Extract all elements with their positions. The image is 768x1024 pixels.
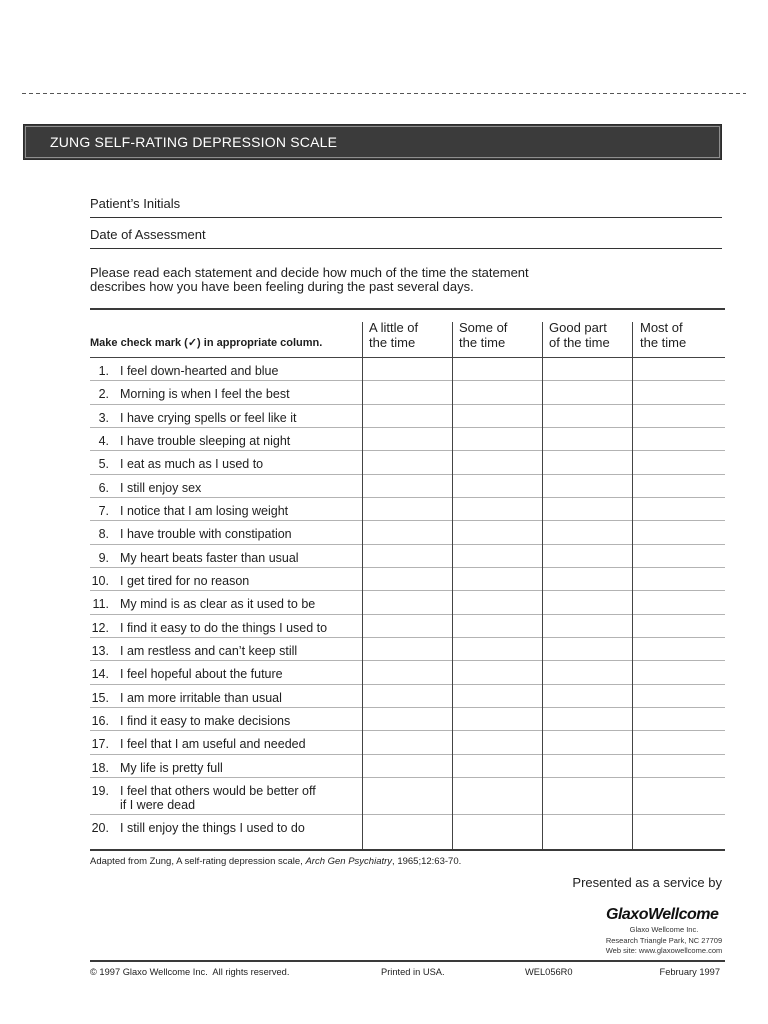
check-cell-most[interactable] — [633, 708, 725, 730]
patient-initials-line — [90, 217, 722, 218]
check-cell-some[interactable] — [453, 815, 542, 849]
check-cell-some[interactable] — [453, 451, 542, 473]
date-of-assessment-label: Date of Assessment — [90, 227, 206, 242]
check-cell-good-part[interactable] — [543, 358, 632, 380]
check-cell-some[interactable] — [453, 778, 542, 814]
statement-number: 7. — [98, 503, 109, 518]
check-cell-a-little[interactable] — [363, 358, 452, 380]
check-cell-some[interactable] — [453, 475, 542, 497]
check-cell-some[interactable] — [453, 358, 542, 380]
check-cell-good-part[interactable] — [543, 521, 632, 543]
statement-number: 5. — [98, 457, 109, 472]
check-cell-good-part[interactable] — [543, 405, 632, 427]
statement-text: I have trouble with constipation — [120, 527, 292, 542]
check-cell-some[interactable] — [453, 568, 542, 590]
check-cell-good-part[interactable] — [543, 591, 632, 613]
check-cell-a-little[interactable] — [363, 755, 452, 777]
check-cell-most[interactable] — [633, 475, 725, 497]
statement-row — [90, 661, 725, 684]
statement-text: I have crying spells or feel like it — [120, 410, 297, 425]
check-cell-most[interactable] — [633, 685, 725, 707]
statement-text: I get tired for no reason — [120, 573, 250, 588]
statement-text: I still enjoy sex — [120, 480, 202, 495]
check-cell-a-little[interactable] — [363, 591, 452, 613]
check-cell-a-little[interactable] — [363, 638, 452, 660]
check-cell-some[interactable] — [453, 755, 542, 777]
citation-journal: Arch Gen Psychiatry — [305, 856, 393, 867]
check-mark-instruction: Make check mark (✓) in appropriate column. — [90, 337, 323, 349]
copyright-text: © 1997 Glaxo Wellcome Inc. All rights reserved. — [90, 967, 290, 977]
check-cell-a-little[interactable] — [363, 778, 452, 814]
statement-row — [90, 428, 725, 451]
statement-number: 10. — [91, 573, 109, 588]
check-cell-a-little[interactable] — [363, 498, 452, 520]
check-cell-most[interactable] — [633, 405, 725, 427]
statement-number: 19. — [91, 783, 109, 798]
statement-text: I am restless and can’t keep still — [120, 643, 298, 658]
check-cell-good-part[interactable] — [543, 778, 632, 814]
statement-row — [90, 731, 725, 754]
statement-text: My heart beats faster than usual — [120, 550, 299, 565]
statement-text: Morning is when I feel the best — [120, 387, 290, 402]
check-cell-some[interactable] — [453, 521, 542, 543]
check-cell-a-little[interactable] — [363, 405, 452, 427]
check-cell-some[interactable] — [453, 405, 542, 427]
statement-row — [90, 708, 725, 731]
check-cell-most[interactable] — [633, 428, 725, 450]
check-cell-good-part[interactable] — [543, 381, 632, 403]
check-cell-good-part[interactable] — [543, 498, 632, 520]
statement-number: 20. — [91, 820, 109, 835]
statement-text: My mind is as clear as it used to be — [120, 597, 316, 612]
statement-row — [90, 591, 725, 614]
statement-row — [90, 405, 725, 428]
column-header-most: Most of the time — [640, 320, 687, 350]
column-header-some: Some of the time — [459, 320, 508, 350]
check-cell-some[interactable] — [453, 381, 542, 403]
check-cell-good-part[interactable] — [543, 708, 632, 730]
check-cell-a-little[interactable] — [363, 428, 452, 450]
statement-text: I eat as much as I used to — [120, 457, 264, 472]
form-date: February 1997 — [659, 967, 720, 977]
check-cell-good-part[interactable] — [543, 545, 632, 567]
statement-number: 12. — [91, 620, 109, 635]
cut-line — [22, 93, 746, 94]
column-divider — [362, 322, 363, 850]
check-cell-good-part[interactable] — [543, 568, 632, 590]
check-cell-most[interactable] — [633, 521, 725, 543]
statement-row — [90, 381, 725, 404]
column-divider — [632, 322, 633, 850]
patient-initials-label: Patient’s Initials — [90, 196, 181, 211]
statement-text: I feel that others would be better off if I were dead — [120, 783, 316, 812]
check-cell-some[interactable] — [453, 661, 542, 683]
statement-number: 1. — [98, 364, 109, 378]
check-cell-good-part[interactable] — [543, 475, 632, 497]
statement-row — [90, 755, 725, 778]
check-cell-good-part[interactable] — [543, 731, 632, 753]
statement-text: I feel down-hearted and blue — [120, 364, 279, 378]
table-bottom-rule — [90, 849, 725, 851]
statement-text: I feel hopeful about the future — [120, 667, 283, 682]
check-cell-most[interactable] — [633, 755, 725, 777]
column-header-a-little: A little of the time — [369, 320, 419, 350]
check-cell-a-little[interactable] — [363, 731, 452, 753]
check-cell-a-little[interactable] — [363, 685, 452, 707]
check-cell-most[interactable] — [633, 638, 725, 660]
statement-row — [90, 778, 725, 815]
footer-rule — [90, 960, 725, 962]
check-cell-some[interactable] — [453, 615, 542, 637]
check-cell-good-part[interactable] — [543, 638, 632, 660]
check-cell-a-little[interactable] — [363, 381, 452, 403]
statement-row — [90, 475, 725, 498]
statement-row — [90, 358, 725, 381]
instructions-line-2: describes how you have been feeling during the past several days. — [90, 279, 474, 294]
statement-number: 6. — [98, 480, 109, 495]
statement-text: I still enjoy the things I used to do — [120, 820, 305, 835]
statement-number: 18. — [91, 760, 109, 775]
column-header-good-part: Good part of the time — [549, 320, 610, 350]
check-cell-good-part[interactable] — [543, 755, 632, 777]
check-cell-most[interactable] — [633, 545, 725, 567]
sponsor-address — [599, 925, 729, 957]
statement-list — [90, 358, 725, 849]
citation-text: Adapted from Zung, A self-rating depression scale, — [90, 856, 306, 867]
check-cell-good-part[interactable] — [543, 615, 632, 637]
check-cell-most[interactable] — [633, 661, 725, 683]
sponsor-logo: GlaxoWellcome — [606, 906, 719, 923]
statement-row — [90, 498, 725, 521]
statement-row — [90, 568, 725, 591]
statement-number: 8. — [98, 527, 109, 542]
citation-details: , 1965;12:63-70. — [392, 856, 462, 867]
statement-number: 4. — [98, 433, 109, 448]
statement-number: 2. — [98, 387, 109, 402]
statement-number: 13. — [91, 643, 109, 658]
check-cell-some[interactable] — [453, 498, 542, 520]
check-cell-some[interactable] — [453, 638, 542, 660]
check-cell-good-part[interactable] — [543, 428, 632, 450]
check-cell-a-little[interactable] — [363, 708, 452, 730]
check-cell-some[interactable] — [453, 428, 542, 450]
statement-text: I find it easy to make decisions — [120, 713, 291, 728]
check-cell-a-little[interactable] — [363, 475, 452, 497]
statement-number: 14. — [91, 667, 109, 682]
check-cell-some[interactable] — [453, 545, 542, 567]
statement-text: I find it easy to do the things I used to — [120, 620, 328, 635]
check-cell-a-little[interactable] — [363, 661, 452, 683]
date-of-assessment-field[interactable] — [200, 227, 722, 247]
sponsor-company: Glaxo Wellcome Inc. — [629, 925, 699, 934]
citation-footnote — [90, 856, 461, 868]
statement-number: 17. — [91, 737, 109, 752]
check-cell-most[interactable] — [633, 615, 725, 637]
check-cell-good-part[interactable] — [543, 451, 632, 473]
column-divider — [542, 322, 543, 850]
statement-text: My life is pretty full — [120, 760, 223, 775]
check-cell-good-part[interactable] — [543, 685, 632, 707]
check-cell-good-part[interactable] — [543, 815, 632, 849]
check-cell-most[interactable] — [633, 568, 725, 590]
check-cell-most[interactable] — [633, 358, 725, 380]
check-cell-most[interactable] — [633, 451, 725, 473]
check-cell-most[interactable] — [633, 591, 725, 613]
column-divider — [452, 322, 453, 850]
check-cell-a-little[interactable] — [363, 521, 452, 543]
check-cell-most[interactable] — [633, 778, 725, 814]
statement-row — [90, 521, 725, 544]
statement-row — [90, 451, 725, 474]
table-top-rule — [90, 308, 725, 310]
statement-number: 15. — [91, 690, 109, 705]
page-title: ZUNG SELF-RATING DEPRESSION SCALE — [50, 134, 338, 150]
patient-initials-field[interactable] — [200, 196, 722, 216]
title-bar — [23, 124, 722, 160]
check-cell-a-little[interactable] — [363, 815, 452, 849]
check-cell-some[interactable] — [453, 591, 542, 613]
statement-row — [90, 685, 725, 708]
statement-row — [90, 545, 725, 568]
statement-text: I notice that I am losing weight — [120, 503, 289, 518]
statement-row — [90, 638, 725, 661]
instructions-line-1: Please read each statement and decide how much of the time the statement — [90, 265, 529, 280]
date-of-assessment-line — [90, 248, 722, 249]
check-cell-some[interactable] — [453, 731, 542, 753]
statement-text: I have trouble sleeping at night — [120, 433, 291, 448]
statement-number: 3. — [98, 410, 109, 425]
check-cell-a-little[interactable] — [363, 568, 452, 590]
statement-text: I feel that I am useful and needed — [120, 737, 306, 752]
check-cell-some[interactable] — [453, 708, 542, 730]
check-cell-some[interactable] — [453, 685, 542, 707]
statement-row — [90, 615, 725, 638]
sponsor-website: Web site: www.glaxowellcome.com — [605, 946, 723, 955]
statement-row — [90, 815, 725, 849]
form-code: WEL056R0 — [525, 967, 573, 977]
check-cell-a-little[interactable] — [363, 545, 452, 567]
check-cell-most[interactable] — [633, 731, 725, 753]
statement-text: I am more irritable than usual — [120, 690, 282, 705]
check-cell-most[interactable] — [633, 815, 725, 849]
check-cell-a-little[interactable] — [363, 615, 452, 637]
sponsor-location: Research Triangle Park, NC 27709 — [605, 935, 723, 945]
statement-number: 9. — [98, 550, 109, 565]
check-cell-most[interactable] — [633, 381, 725, 403]
statement-number: 16. — [91, 713, 109, 728]
check-cell-good-part[interactable] — [543, 661, 632, 683]
statement-number: 11. — [92, 597, 109, 612]
printed-in-text: Printed in USA. — [381, 967, 445, 977]
check-cell-a-little[interactable] — [363, 451, 452, 473]
check-cell-most[interactable] — [633, 498, 725, 520]
presented-by-text: Presented as a service by — [572, 875, 722, 890]
